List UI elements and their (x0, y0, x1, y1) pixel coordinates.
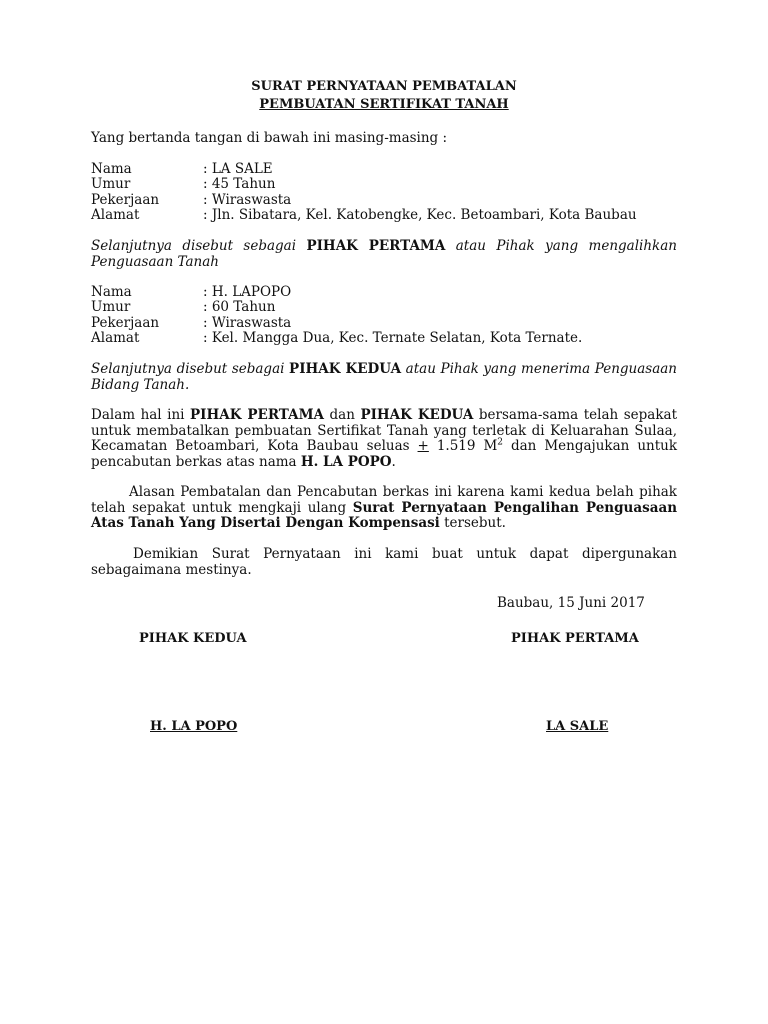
reason-paragraph: Alasan Pembatalan dan Pencabutan berkas ini karena kami kedua belah pihak telah sepakat untuk mengkaji ulang Surat Pernyataan Pengalihan Penguasaan Atas Tanah Yang Disertai Dengan Kompensasi tersebut. (91, 484, 678, 531)
party2-description: Selanjutnya disebut sebagai PIHAK KEDUA atau Pihak yang menerima Penguasaan Bidang Tanah. (91, 361, 677, 393)
document-title-line1: SURAT PERNYATAAN PEMBATALAN (251, 79, 517, 94)
signature-left-name: H. LA POPO (150, 719, 238, 734)
party2-umur-value: : 60 Tahun (203, 299, 276, 315)
party1-pekerjaan-label: Pekerjaan (91, 192, 160, 208)
party2-nama-label: Nama (91, 284, 132, 300)
party1-nama-value: : LA SALE (203, 161, 273, 177)
document-title-line2: PEMBUATAN SERTIFIKAT TANAH (259, 97, 509, 112)
party1-alamat-value: : Jln. Sibatara, Kel. Katobengke, Kec. Betoambari, Kota Baubau (203, 207, 637, 223)
party1-umur-label: Umur (91, 176, 131, 192)
party1-nama-label: Nama (91, 161, 132, 177)
signature-right-name: LA SALE (546, 719, 609, 734)
party2-umur-label: Umur (91, 299, 131, 315)
agreement-paragraph: Dalam hal ini PIHAK PERTAMA dan PIHAK KEDUA bersama-sama telah sepakat untuk membatalkan pembuatan Sertifikat Tanah yang terletak di Keluarahan Sulaa, Kecamatan Betoambari, Kota Baubau seluas + 1.519 $M^2$ dan Mengajukan untuk pencabutan berkas atas nama H. LA POPO. (91, 407, 678, 470)
party1-umur-value: : 45 Tahun (203, 176, 276, 192)
party2-pekerjaan-label: Pekerjaan (91, 315, 160, 331)
closing-paragraph: Demikian Surat Pernyataan ini kami buat untuk dapat dipergunakan sebagaimana mestinya. (91, 546, 677, 578)
signature-right-title: PIHAK PERTAMA (511, 631, 639, 646)
party2-pekerjaan-value: : Wiraswasta (203, 315, 292, 331)
party1-description: Selanjutnya disebut sebagai PIHAK PERTAMA atau Pihak yang mengalihkan Penguasaan Tanah (91, 238, 677, 270)
party1-pekerjaan-value: : Wiraswasta (203, 192, 292, 208)
intro-text: Yang bertanda tangan di bawah ini masing-masing : (91, 130, 448, 146)
party2-nama-value: : H. LAPOPO (203, 284, 292, 300)
place-date: Baubau, 15 Juni 2017 (497, 595, 645, 611)
party2-alamat-label: Alamat (91, 330, 140, 346)
party2-alamat-value: : Kel. Mangga Dua, Kec. Ternate Selatan, Kota Ternate. (203, 330, 583, 346)
party1-alamat-label: Alamat (91, 207, 140, 223)
signature-left-title: PIHAK KEDUA (139, 631, 247, 646)
